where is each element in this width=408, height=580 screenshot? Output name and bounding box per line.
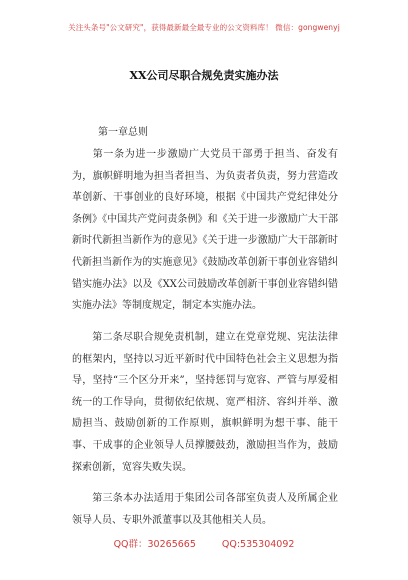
chapter-heading: 第一章总则 <box>98 127 148 138</box>
qq-number: QQ:535304092 <box>221 539 295 550</box>
paragraph-text: 第二条尽职合规免责机制，建立在党章党规、宪法法律的框架内，坚持以习近平新时代中国特色社会主义思想为指导，坚持“三个区分开来”，坚持惩罚与宽容、严管与厚爱相统一的工作导向，贯彻依纪依规、宽严相济、容纠并举、激励担当、鼓励创新的工作原则，旗帜鲜明为想干事、能干事、干成事的企业领导人员撑腰鼓劲，激励担当作为，鼓励探索创新，宽容失败失误。 <box>72 332 338 473</box>
paragraph-text: 第三条本办法适用于集团公司各部室负责人及所属企业领导人员、专职外派董事以及其他相关人员。 <box>72 493 338 526</box>
top-notice: 关注头条号"公文研究"，获得最新最全最专业的公文资料库！ 微信：gongwenyj <box>68 23 340 32</box>
paragraph-text: 第一条为进一步激励广大党员干部勇于担当、奋发有为，旗帜鲜明地为担当者担当、为负责者负责，努力营造改革创新、干事创业的良好环境，根据《中国共产党纪律处分条例》《中国共产党问责条例》和《关于进一步激励广大干部新时代新担当新作为的意见》《关于进一步激励广大干部新时代新担当新作为的实施意见》《鼓励改革创新干事创业容错纠错实施办法》以及《XX公司鼓励改革创新干事创业容错纠错实施办法》等制度规定，制定本实施办法。 <box>72 149 338 312</box>
paragraph-article-1 <box>72 144 338 317</box>
paragraph-article-2 <box>72 327 338 478</box>
paragraph-article-3 <box>72 488 338 531</box>
document-title: XX公司尽职合规免责实施办法 <box>129 69 279 82</box>
qq-group-number: QQ群：30265665 <box>113 539 196 550</box>
footer-contact <box>0 536 408 550</box>
